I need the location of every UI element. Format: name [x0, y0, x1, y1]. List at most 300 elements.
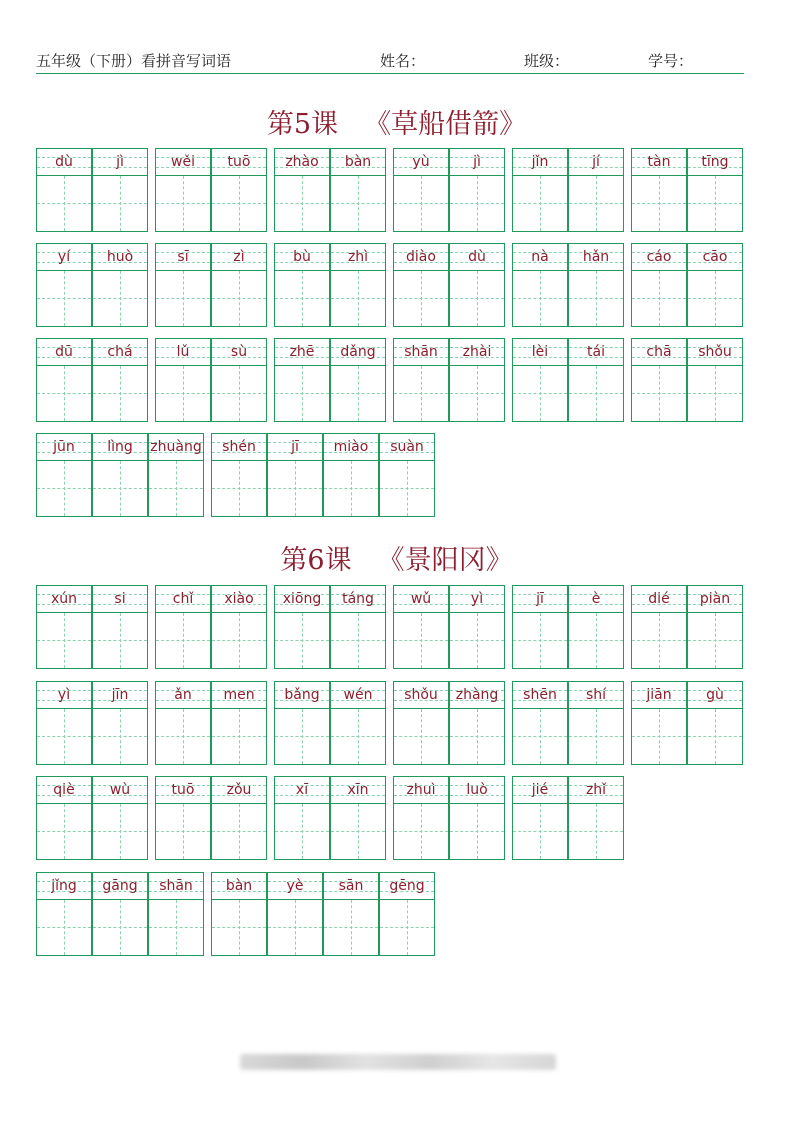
writing-box[interactable]: [379, 461, 435, 517]
character-cell: [323, 872, 379, 956]
writing-box[interactable]: [631, 366, 687, 422]
character-cell: [393, 681, 449, 765]
word-box: [36, 585, 148, 669]
pinyin-text: sī: [177, 249, 189, 265]
class-label: 班级：: [524, 52, 570, 70]
pinyin-band: [631, 585, 687, 613]
writing-box[interactable]: [512, 804, 568, 860]
pinyin-text: lìng: [107, 439, 133, 455]
writing-box[interactable]: [393, 271, 449, 327]
character-cell: [512, 585, 568, 669]
word-box: [631, 148, 743, 232]
writing-box[interactable]: [36, 709, 92, 765]
pinyin-band: [330, 338, 386, 366]
writing-box[interactable]: [92, 366, 148, 422]
pinyin-text: bǎng: [284, 687, 320, 703]
writing-box[interactable]: [330, 271, 386, 327]
pinyin-text: gāng: [102, 878, 138, 894]
word-box: [512, 148, 624, 232]
character-cell: [211, 243, 267, 327]
pinyin-band: [449, 681, 505, 709]
word-box: [155, 243, 267, 327]
character-cell: [330, 338, 386, 422]
pinyin-band: [155, 681, 211, 709]
character-cell: [449, 681, 505, 765]
pinyin-text: wù: [109, 782, 131, 798]
pinyin-text: nà: [531, 249, 549, 265]
character-cell: [36, 148, 92, 232]
character-cell: [393, 585, 449, 669]
pinyin-band: [92, 338, 148, 366]
pinyin-text: zhǐ: [585, 782, 607, 798]
writing-box[interactable]: [449, 613, 505, 669]
pinyin-text: yù: [412, 154, 430, 170]
character-cell: [274, 585, 330, 669]
character-cell: [274, 681, 330, 765]
pinyin-text: piàn: [699, 591, 731, 607]
writing-box[interactable]: [568, 613, 624, 669]
pinyin-band: [211, 585, 267, 613]
pinyin-text: zhàng: [455, 687, 499, 703]
writing-box[interactable]: [92, 271, 148, 327]
character-cell: [36, 776, 92, 860]
writing-box[interactable]: [211, 271, 267, 327]
word-box: [631, 338, 743, 422]
character-cell: [211, 433, 267, 517]
character-cell: [568, 148, 624, 232]
pinyin-text: dié: [648, 591, 670, 607]
pinyin-band: [449, 148, 505, 176]
writing-box[interactable]: [631, 176, 687, 232]
writing-box[interactable]: [449, 366, 505, 422]
writing-box[interactable]: [512, 613, 568, 669]
word-box: [155, 681, 267, 765]
pinyin-band: [36, 776, 92, 804]
word-box: [631, 243, 743, 327]
word-box: [274, 681, 386, 765]
pinyin-band: [148, 872, 204, 900]
character-cell: [393, 776, 449, 860]
pinyin-text: suàn: [390, 439, 424, 455]
pinyin-text: jūn: [53, 439, 75, 455]
writing-box[interactable]: [568, 804, 624, 860]
writing-box[interactable]: [631, 613, 687, 669]
writing-box[interactable]: [568, 271, 624, 327]
writing-box[interactable]: [267, 900, 323, 956]
pinyin-band: [92, 681, 148, 709]
writing-box[interactable]: [274, 613, 330, 669]
word-box: [36, 433, 204, 517]
word-box: [211, 433, 435, 517]
character-cell: [631, 585, 687, 669]
pinyin-text: ǎn: [174, 687, 192, 703]
character-cell: [92, 776, 148, 860]
pinyin-band: [92, 433, 148, 461]
pinyin-text: jié: [531, 782, 549, 798]
character-cell: [92, 148, 148, 232]
writing-box[interactable]: [36, 900, 92, 956]
character-cell: [449, 585, 505, 669]
pinyin-band: [687, 148, 743, 176]
pinyin-text: lèi: [531, 344, 549, 360]
character-cell: [568, 338, 624, 422]
character-cell: [155, 776, 211, 860]
pinyin-text: shí: [585, 687, 607, 703]
pinyin-text: tīng: [701, 154, 729, 170]
writing-box[interactable]: [330, 176, 386, 232]
character-cell: [687, 585, 743, 669]
pinyin-text: shǒu: [404, 687, 438, 703]
word-box: [36, 776, 148, 860]
writing-box[interactable]: [512, 709, 568, 765]
pinyin-band: [393, 148, 449, 176]
writing-box[interactable]: [155, 366, 211, 422]
pinyin-band: [92, 243, 148, 271]
character-cell: [155, 148, 211, 232]
pinyin-band: [36, 681, 92, 709]
writing-box[interactable]: [393, 613, 449, 669]
pinyin-text: shān: [404, 344, 438, 360]
pinyin-band: [211, 338, 267, 366]
pinyin-band: [36, 148, 92, 176]
pinyin-text: sù: [230, 344, 248, 360]
pinyin-text: xún: [50, 591, 78, 607]
pinyin-band: [330, 681, 386, 709]
writing-box[interactable]: [687, 709, 743, 765]
character-cell: [512, 148, 568, 232]
word-box: [36, 872, 204, 956]
pinyin-band: [155, 776, 211, 804]
writing-box[interactable]: [393, 366, 449, 422]
pinyin-text: zhuì: [406, 782, 436, 798]
writing-box[interactable]: [211, 804, 267, 860]
character-cell: [155, 681, 211, 765]
word-box: [631, 681, 743, 765]
character-cell: [330, 681, 386, 765]
pinyin-text: chǐ: [172, 591, 194, 607]
pinyin-text: dǎng: [340, 344, 376, 360]
writing-box[interactable]: [211, 613, 267, 669]
pinyin-band: [211, 148, 267, 176]
pinyin-band: [92, 585, 148, 613]
writing-box[interactable]: [211, 900, 267, 956]
pinyin-text: tàn: [647, 154, 671, 170]
character-cell: [36, 243, 92, 327]
word-box: [393, 681, 505, 765]
pinyin-text: chā: [646, 344, 672, 360]
writing-box[interactable]: [211, 709, 267, 765]
writing-box[interactable]: [211, 176, 267, 232]
pinyin-text: shén: [222, 439, 256, 455]
character-cell: [631, 148, 687, 232]
pinyin-band: [330, 776, 386, 804]
writing-box[interactable]: [36, 461, 92, 517]
word-box: [512, 243, 624, 327]
pinyin-band: [323, 433, 379, 461]
pinyin-band: [631, 681, 687, 709]
character-cell: [274, 776, 330, 860]
writing-box[interactable]: [211, 366, 267, 422]
writing-box[interactable]: [512, 271, 568, 327]
writing-box[interactable]: [155, 709, 211, 765]
pinyin-band: [512, 243, 568, 271]
writing-box[interactable]: [274, 176, 330, 232]
word-box: [512, 585, 624, 669]
pinyin-band: [568, 338, 624, 366]
character-cell: [211, 148, 267, 232]
pinyin-text: zhì: [347, 249, 369, 265]
writing-box[interactable]: [512, 176, 568, 232]
writing-box[interactable]: [92, 613, 148, 669]
pinyin-text: zhào: [285, 154, 319, 170]
pinyin-band: [687, 243, 743, 271]
pinyin-band: [274, 776, 330, 804]
character-cell: [568, 585, 624, 669]
pinyin-text: yì: [57, 687, 71, 703]
writing-box[interactable]: [36, 804, 92, 860]
pinyin-band: [274, 148, 330, 176]
lesson-name: 《草船借箭》: [364, 109, 527, 140]
pinyin-band: [393, 338, 449, 366]
character-cell: [330, 776, 386, 860]
pinyin-text: xiōng: [282, 591, 322, 607]
pinyin-text: yí: [57, 249, 71, 265]
character-cell: [267, 872, 323, 956]
pinyin-band: [631, 338, 687, 366]
character-cell: [631, 243, 687, 327]
pinyin-band: [631, 243, 687, 271]
character-cell: [512, 338, 568, 422]
character-cell: [211, 338, 267, 422]
name-label: 姓名：: [380, 52, 426, 70]
character-cell: [36, 681, 92, 765]
writing-box[interactable]: [92, 461, 148, 517]
character-cell: [568, 243, 624, 327]
writing-box[interactable]: [36, 176, 92, 232]
writing-box[interactable]: [92, 709, 148, 765]
word-box: [155, 148, 267, 232]
writing-box[interactable]: [449, 709, 505, 765]
pinyin-band: [568, 776, 624, 804]
pinyin-text: yì: [470, 591, 484, 607]
writing-box[interactable]: [449, 271, 505, 327]
character-cell: [568, 681, 624, 765]
writing-box[interactable]: [36, 613, 92, 669]
character-cell: [267, 433, 323, 517]
pinyin-band: [393, 585, 449, 613]
pinyin-text: luò: [466, 782, 488, 798]
pinyin-text: miào: [333, 439, 369, 455]
writing-box[interactable]: [330, 709, 386, 765]
pinyin-text: gēng: [389, 878, 425, 894]
writing-box[interactable]: [687, 366, 743, 422]
lesson-6-title: [0, 538, 793, 577]
writing-box[interactable]: [449, 804, 505, 860]
writing-box[interactable]: [687, 176, 743, 232]
pinyin-band: [379, 872, 435, 900]
word-box: [36, 338, 148, 422]
pinyin-band: [568, 681, 624, 709]
pinyin-band: [211, 243, 267, 271]
pinyin-text: bù: [293, 249, 311, 265]
character-cell: [379, 872, 435, 956]
pinyin-band: [92, 776, 148, 804]
writing-box[interactable]: [568, 176, 624, 232]
pinyin-text: jīn: [111, 687, 129, 703]
writing-box[interactable]: [631, 709, 687, 765]
pinyin-text: hǎn: [582, 249, 610, 265]
word-box: [274, 243, 386, 327]
word-box: [393, 243, 505, 327]
pinyin-text: jì: [473, 154, 481, 170]
pinyin-band: [512, 338, 568, 366]
pinyin-band: [449, 585, 505, 613]
pinyin-band: [568, 243, 624, 271]
writing-box[interactable]: [155, 804, 211, 860]
character-cell: [330, 585, 386, 669]
character-cell: [393, 148, 449, 232]
pinyin-band: [687, 338, 743, 366]
character-cell: [92, 243, 148, 327]
word-box: [155, 585, 267, 669]
writing-box[interactable]: [155, 271, 211, 327]
writing-box[interactable]: [330, 366, 386, 422]
worksheet-title: 五年级（下册）看拼音写词语: [36, 52, 232, 70]
pinyin-text: diào: [406, 249, 436, 265]
pinyin-text: cáo: [646, 249, 672, 265]
writing-box[interactable]: [568, 366, 624, 422]
writing-box[interactable]: [274, 366, 330, 422]
word-box: [274, 338, 386, 422]
word-box: [512, 338, 624, 422]
character-cell: [274, 338, 330, 422]
word-box: [211, 872, 435, 956]
writing-box[interactable]: [274, 804, 330, 860]
character-cell: [92, 872, 148, 956]
character-cell: [512, 776, 568, 860]
writing-box[interactable]: [148, 461, 204, 517]
character-cell: [211, 872, 267, 956]
writing-box[interactable]: [155, 176, 211, 232]
writing-box[interactable]: [155, 613, 211, 669]
pinyin-band: [449, 338, 505, 366]
pinyin-text: si: [114, 591, 126, 607]
character-cell: [155, 243, 211, 327]
pinyin-text: shēn: [523, 687, 557, 703]
character-cell: [568, 776, 624, 860]
word-box: [155, 338, 267, 422]
pinyin-text: chá: [107, 344, 133, 360]
word-box: [274, 585, 386, 669]
pinyin-band: [36, 872, 92, 900]
character-cell: [92, 433, 148, 517]
pinyin-band: [211, 776, 267, 804]
writing-box[interactable]: [393, 709, 449, 765]
writing-box[interactable]: [687, 271, 743, 327]
pinyin-text: sān: [338, 878, 364, 894]
pinyin-band: [155, 585, 211, 613]
writing-box[interactable]: [330, 804, 386, 860]
pinyin-band: [267, 433, 323, 461]
writing-box[interactable]: [92, 176, 148, 232]
pinyin-band: [512, 776, 568, 804]
pinyin-band: [36, 585, 92, 613]
word-box: [36, 243, 148, 327]
writing-box[interactable]: [267, 461, 323, 517]
writing-box[interactable]: [449, 176, 505, 232]
writing-box[interactable]: [687, 613, 743, 669]
header-divider: [36, 73, 744, 74]
character-cell: [449, 243, 505, 327]
writing-box[interactable]: [274, 709, 330, 765]
pinyin-band: [36, 338, 92, 366]
character-cell: [92, 338, 148, 422]
pinyin-band: [274, 338, 330, 366]
pinyin-band: [211, 872, 267, 900]
writing-box[interactable]: [323, 461, 379, 517]
pinyin-text: xiào: [224, 591, 254, 607]
pinyin-band: [267, 872, 323, 900]
pinyin-text: lǔ: [176, 344, 190, 360]
pinyin-text: zì: [233, 249, 245, 265]
pinyin-text: jī: [291, 439, 299, 455]
writing-box[interactable]: [393, 804, 449, 860]
writing-box[interactable]: [36, 271, 92, 327]
writing-box[interactable]: [568, 709, 624, 765]
character-cell: [155, 338, 211, 422]
pinyin-band: [323, 872, 379, 900]
writing-box[interactable]: [379, 900, 435, 956]
character-cell: [148, 433, 204, 517]
pinyin-text: cāo: [702, 249, 728, 265]
writing-box[interactable]: [36, 366, 92, 422]
writing-box[interactable]: [330, 613, 386, 669]
character-cell: [211, 585, 267, 669]
writing-box[interactable]: [211, 461, 267, 517]
pinyin-text: bàn: [344, 154, 372, 170]
character-cell: [155, 585, 211, 669]
pinyin-band: [393, 776, 449, 804]
pinyin-text: zhē: [289, 344, 315, 360]
pinyin-band: [36, 433, 92, 461]
pinyin-band: [148, 433, 204, 461]
writing-box[interactable]: [393, 176, 449, 232]
pinyin-band: [330, 243, 386, 271]
pinyin-text: jiān: [646, 687, 672, 703]
pinyin-text: jī: [536, 591, 544, 607]
pinyin-text: shān: [159, 878, 193, 894]
writing-box[interactable]: [274, 271, 330, 327]
writing-box[interactable]: [512, 366, 568, 422]
character-cell: [393, 338, 449, 422]
character-cell: [211, 681, 267, 765]
writing-box[interactable]: [148, 900, 204, 956]
pinyin-text: shǒu: [698, 344, 732, 360]
writing-box[interactable]: [92, 900, 148, 956]
pinyin-band: [512, 148, 568, 176]
pinyin-text: yè: [286, 878, 304, 894]
pinyin-text: dù: [468, 249, 486, 265]
writing-box[interactable]: [92, 804, 148, 860]
pinyin-band: [155, 338, 211, 366]
pinyin-band: [393, 681, 449, 709]
pinyin-text: dù: [55, 154, 73, 170]
writing-box[interactable]: [323, 900, 379, 956]
word-box: [512, 776, 624, 860]
pinyin-band: [274, 585, 330, 613]
character-cell: [379, 433, 435, 517]
writing-box[interactable]: [631, 271, 687, 327]
